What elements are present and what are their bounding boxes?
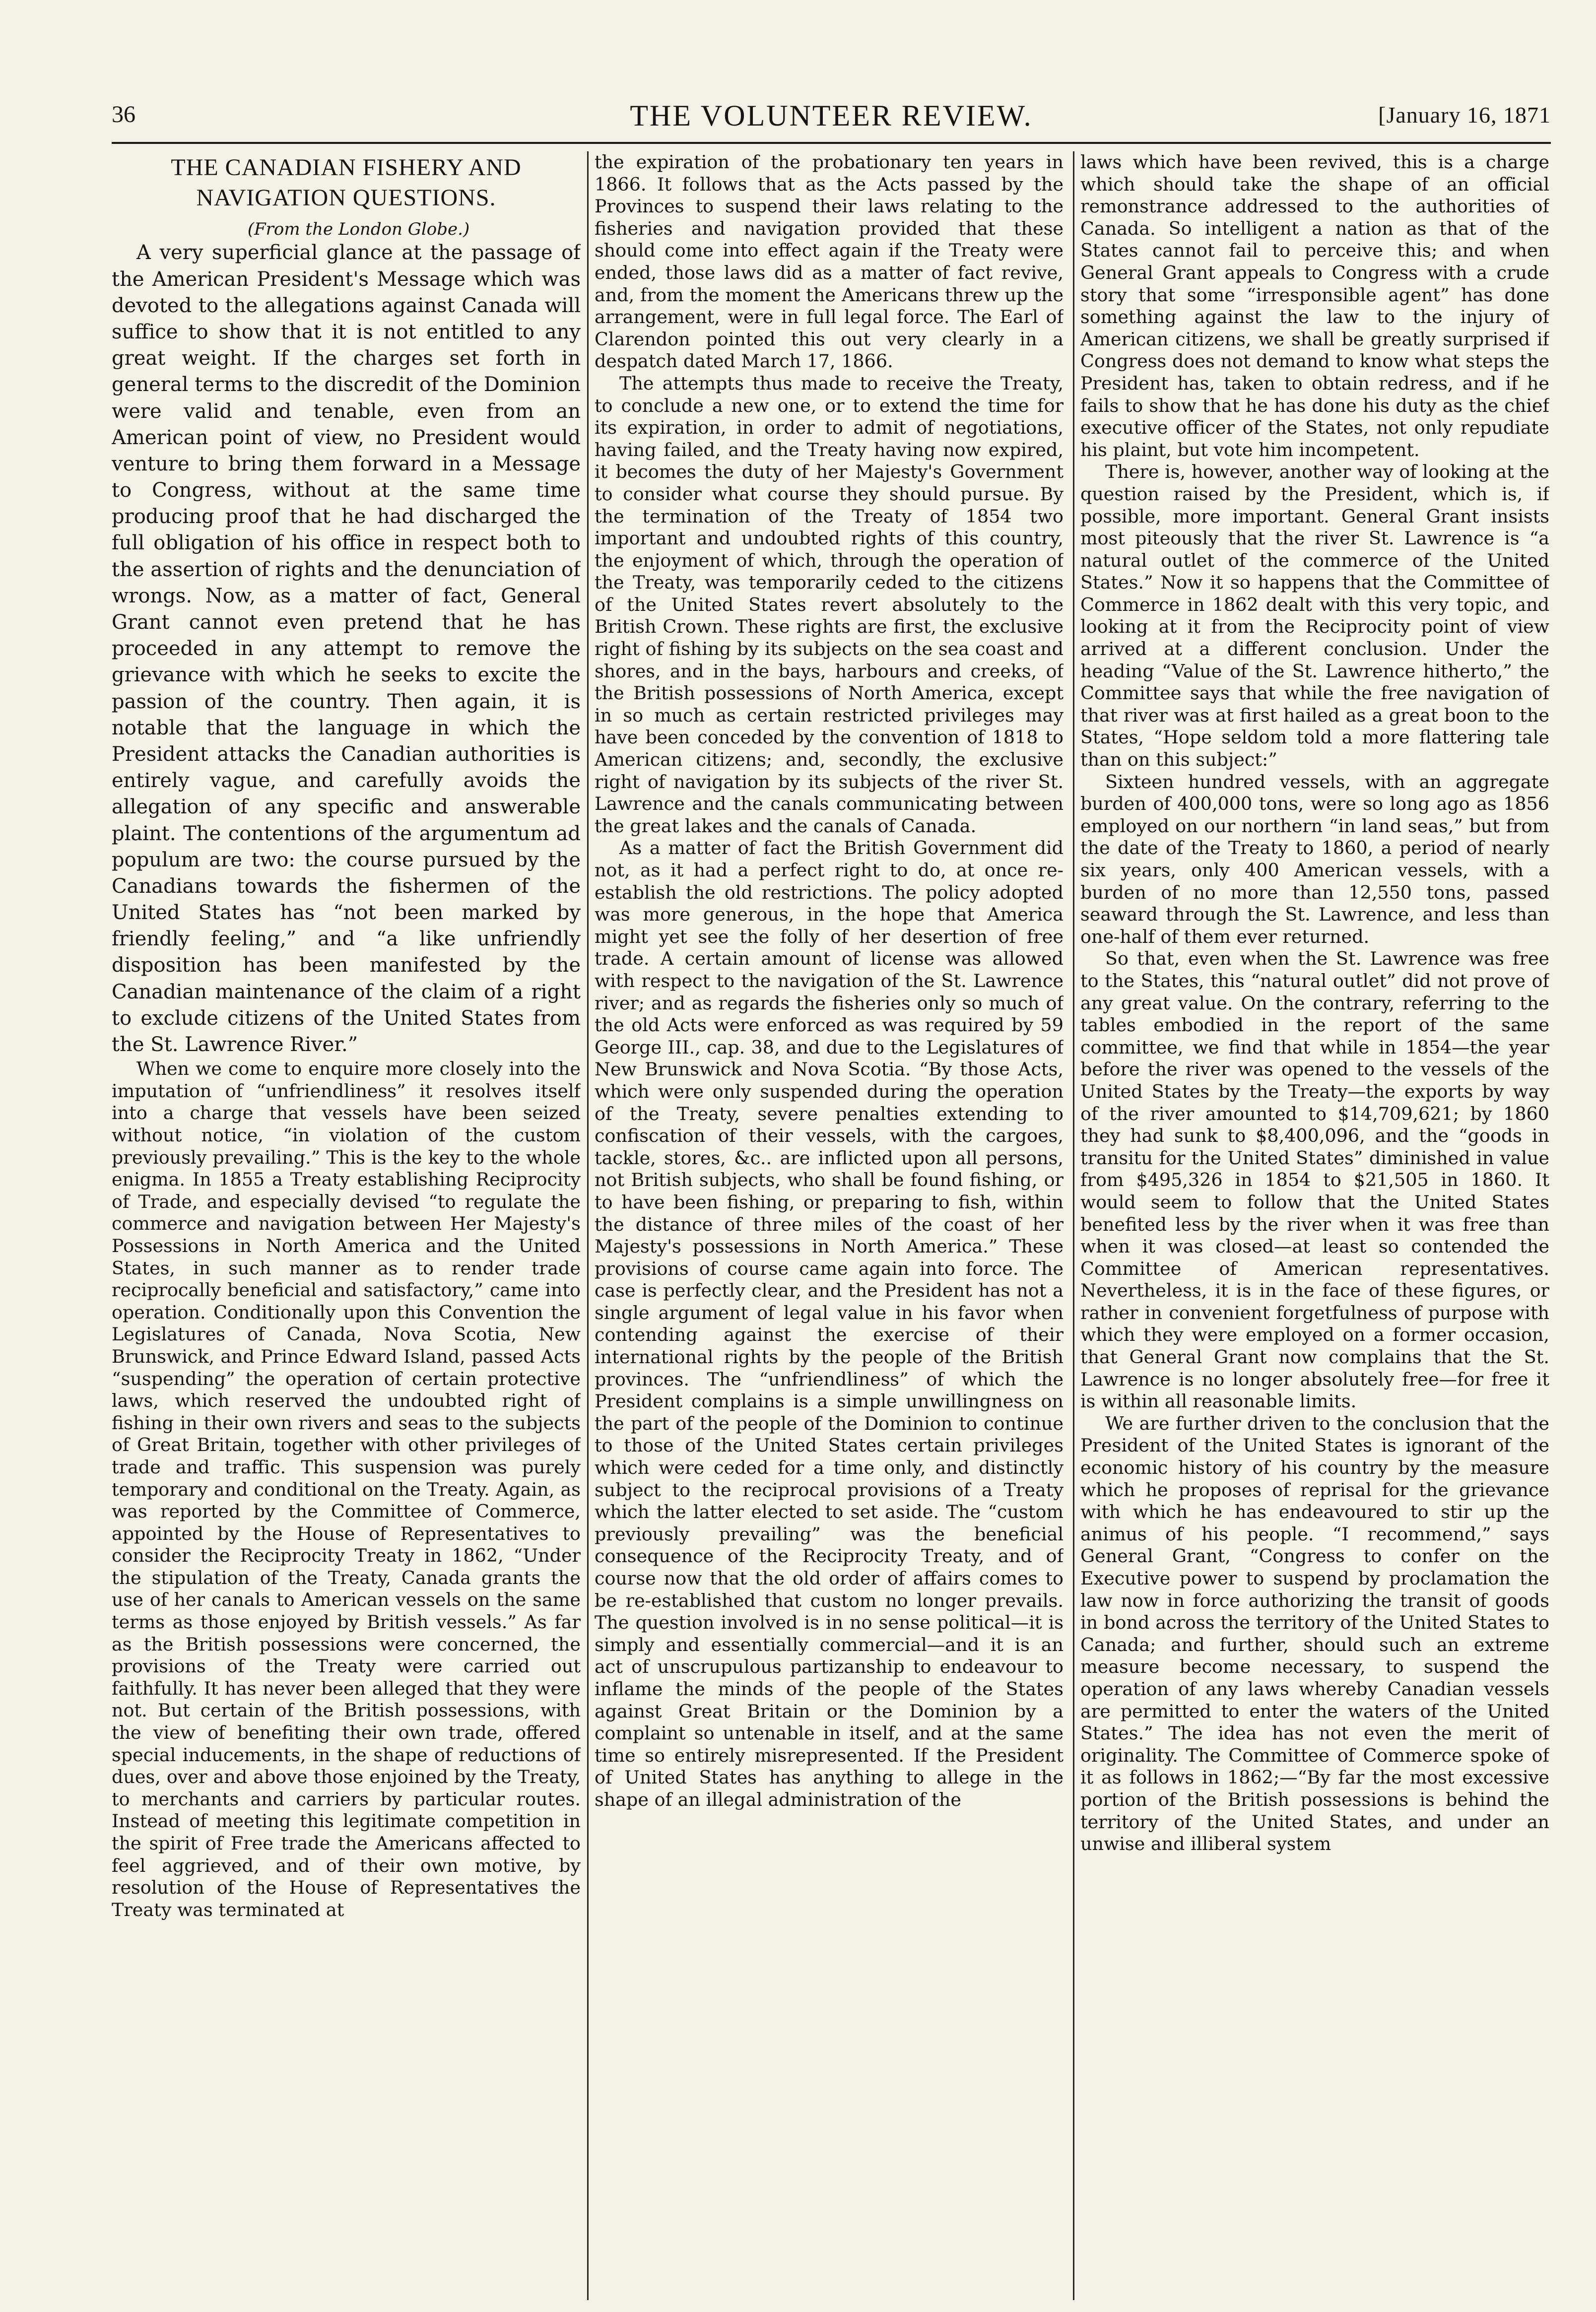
article-paragraph: There is, however, another way of looking at the question raised by the President, which is, if possible, more important. General Grant insists most piteously that the river St. Lawrence is “a natural outlet of the commerce of the United States.” Now it so happens that the Committee of Commerce in 1862 dealt with this very topic, and looking at it from the Reciprocity point of view arrived at a different conclusion. Under the heading “Value of the St. Lawrence hitherto,” the Committee says that while the free navigation of that river was at first hailed as a great boon to the States, “Hope seldom told a more flattering tale than on this subject:” — [1080, 461, 1549, 771]
article-paragraph: The attempts thus made to receive the Treaty, to conclude a new one, or to extend the time for its expiration, in order to admit of negotiations, having failed, and the Treaty having now expired, it becomes the duty of her Majesty's Government to consider what course they should pursue. By the termination of the Treaty of 1854 two important and undoubted rights of this country, the enjoyment of which, through the operation of the Treaty, was temporarily ceded to the citizens of the United States revert absolutely to the British Crown. These rights are first, the exclusive right of fishing by its subjects on the sea coast and shores, and in the bays, harbours and creeks, of the British possessions of North America, except in so much as certain restricted privileges may have been conceded by the convention of 1818 to American citizens; and, secondly, the exclusive right of navigation by its subjects of the river St. Lawrence and the canals communicating between the great lakes and the canals of Canada. — [595, 372, 1064, 837]
article-paragraph: A very superficial glance at the passage of the American President's Message which was devoted to the allegations against Canada will suffice to show that it is not entitled to any great weight. If the charges set forth in general terms to the discredit of the Dominion were valid and tenable, even from an American point of view, no President would venture to bring them forward in a Message to Congress, without at the same time producing proof that he had discharged the full obligation of his office in respect both to the assertion of rights and the denunciation of wrongs. Now, as a matter of fact, General Grant cannot even pretend that he has proceeded in any attempt to remove the grievance with which he seeks to excite the passion of the country. Then again, it is notable that the language in which the President attacks the Canadian authorities is entirely vague, and carefully avoids the allegation of any specific and answerable plaint. The contentions of the argumentum ad populum are two: the course pursued by the Canadians towards the fishermen of the United States has “not been marked by friendly feeling,” and “a like unfriendly disposition has been manifested by the Canadian maintenance of the claim of a right to exclude citizens of the United States from the St. Lawrence River.” — [112, 241, 581, 1057]
column-1 — [112, 151, 581, 2295]
header-rule — [112, 142, 1551, 144]
article-paragraph: Sixteen hundred vessels, with an aggregate burden of 400,000 tons, were so long ago as 1856 employed on our northern “in land seas,” but from the date of the Treaty to 1860, a period of nearly six years, only 400 American vessels, with a burden of no more than 12,550 tons, passed seaward through the St. Lawrence, and less than one-half of them ever returned. — [1080, 771, 1549, 947]
article-paragraph: We are further driven to the conclusion that the President of the United States is ignorant of the economic history of his country by the measure which he proposes of reprisal for the grievance with which he has endeavoured to stir up the animus of his people. “I recommend,” says General Grant, “Congress to confer on the Executive power to suspend by proclamation the law now in force authorizing the transit of goods in bond across the territory of the United States to Canada; and further, should such an extreme measure become necessary, to suspend the operation of any laws whereby Canadian vessels are permitted to enter the waters of the United States.” The idea has not even the merit of originality. The Committee of Commerce spoke of it as follows in 1862;—“By far the most excessive portion of the British possessions is behind the territory of the United States, and under an unwise and illiberal system — [1080, 1412, 1549, 1855]
column-divider — [587, 151, 589, 2300]
article-paragraph: the expiration of the probationary ten years in 1866. It follows that as the Acts passed by the Provinces to suspend their laws relating to the fisheries and navigation provided that these should come into effect again if the Treaty were ended, those laws did as a matter of fact revive, and, from the moment the Americans threw up the arrangement, were in full legal force. The Earl of Clarendon pointed this out very clearly in a despatch dated March 17, 1866. — [595, 151, 1064, 372]
article-title: THE CANADIAN FISHERY AND NAVIGATION QUESTIONS. — [171, 154, 522, 211]
article-paragraph: When we come to enquire more closely into the imputation of “unfriendliness” it resolves itself into a charge that vessels have been seized without notice, “in violation of the custom previously prevailing.” This is the key to the whole enigma. In 1855 a Treaty establishing Reciprocity of Trade, and especially devised “to regulate the commerce and navigation between Her Majesty's Possessions in North America and the United States, in such manner as to render trade reciprocally beneficial and satisfactory,” came into operation. Conditionally upon this Convention the Legislatures of Canada, Nova Scotia, New Brunswick, and Prince Edward Island, passed Acts “suspending” the operation of certain protective laws, which reserved the undoubted right of fishing in their own rivers and seas to the subjects of Great Britain, together with other privileges of trade and traffic. This suspension was purely temporary and conditional on the Treaty. Again, as was reported by the Committee of Commerce, appointed by the House of Representatives to consider the Reciprocity Treaty in 1862, “Under the stipulation of the Treaty, Canada grants the use of her canals to American vessels on the same terms as those enjoyed by British vessels.” As far as the British possessions were concerned, the provisions of the Treaty were carried out faithfully. It has never been alleged that they were not. But certain of the British possessions, with the view of benefiting their own trade, offered special inducements, in the shape of reductions of dues, over and above those enjoined by the Treaty, to merchants and carriers by particular routes. Instead of meeting this legitimate competition in the spirit of Free trade the Americans affected to feel aggrieved, and of their own motive, by resolution of the House of Representatives the Treaty was terminated at — [112, 1058, 581, 1920]
page-header — [112, 97, 1551, 136]
publication-title: THE VOLUNTEER REVIEW. — [630, 99, 1033, 132]
issue-date: [January 16, 1871 — [1378, 102, 1551, 128]
page-number: 36 — [112, 101, 135, 128]
column-2 — [595, 151, 1064, 2295]
article-paragraph: As a matter of fact the British Government did not, as it had a perfect right to do, at once re-establish the old restrictions. The policy adopted was more generous, in the hope that America might yet see the folly of her desertion of free trade. A certain amount of license was allowed with respect to the navigation of the St. Lawrence river; and as regards the fisheries only so much of the old Acts were enforced as was required by 59 George III., cap. 38, and due to the Legislatures of New Brunswick and Nova Scotia. “By those Acts, which were only suspended during the operation of the Treaty, severe penalties extending to confiscation of their vessels, with the cargoes, tackle, stores, &c.. are inflicted upon all persons, not British subjects, who shall be found fishing, or to have been fishing, or preparing to fish, within the distance of three miles of the coast of her Majesty's possessions in North America.” These provisions of course came again into force. The case is perfectly clear, and the President has not a single argument of legal value in his favor when contending against the exercise of their international rights by the people of the British provinces. The “unfriendliness” of which the President complains is a simple unwillingness on the part of the people of the Dominion to continue to those of the United States certain privileges which were ceded for a time only, and distinctly subject to the reciprocal provisions of a Treaty which the latter elected to set aside. The “custom previously prevailing” was the beneficial consequence of the Reciprocity Treaty, and of course now that the old order of affairs comes to be re-established that custom no longer prevails. The question involved is in no sense political—it is simply and essentially commercial—and it is an act of unscrupulous partizanship to endeavour to inflame the minds of the people of the States against Great Britain or the Dominion by a complaint so untenable in itself, and at the same time so entirely misrepresented. If the President of United States has anything to allege in the shape of an illegal administration of the — [595, 837, 1064, 1810]
column-3 — [1080, 151, 1549, 2295]
article-paragraph: laws which have been revived, this is a charge which should take the shape of an official remonstrance addressed to the authorities of Canada. So intelligent a nation as that of the States cannot fail to perceive this; and when General Grant appeals to Congress with a crude story that some “irresponsible agent” has done something against the law to the injury of American citizens, we shall be greatly surprised if Congress does not demand to know what steps the President has, taken to obtain redress, and if he fails to show that he has done his duty as the chief executive officer of the States, not only repudiate his plaint, but vote him incompetent. — [1080, 151, 1549, 461]
article-paragraph: So that, even when the St. Lawrence was free to the States, this “natural outlet” did not prove of any great value. On the contrary, referring to the tables embodied in the report of the same committee, we find that while in 1854—the year before the river was opened to the vessels of the United States by the Treaty—the exports by way of the river amounted to $14,709,621; by 1860 they had sunk to $8,400,096, and the “goods in transitu for the United States” diminished in value from $495,326 in 1854 to $21,505 in 1860. It would seem to follow that the United States benefited less by the river when it was free than when it was closed—at least so contended the Committee of American representatives. Nevertheless, it is in the face of these figures, or rather in convenient forgetfulness of purpose with which they were employed on a former occasion, that General Grant now complains that the St. Lawrence is no longer absolutely free—for free it is within all reasonable limits. — [1080, 948, 1549, 1412]
column-divider — [1073, 151, 1074, 2300]
article-source: (From the London Globe.) — [247, 219, 470, 239]
